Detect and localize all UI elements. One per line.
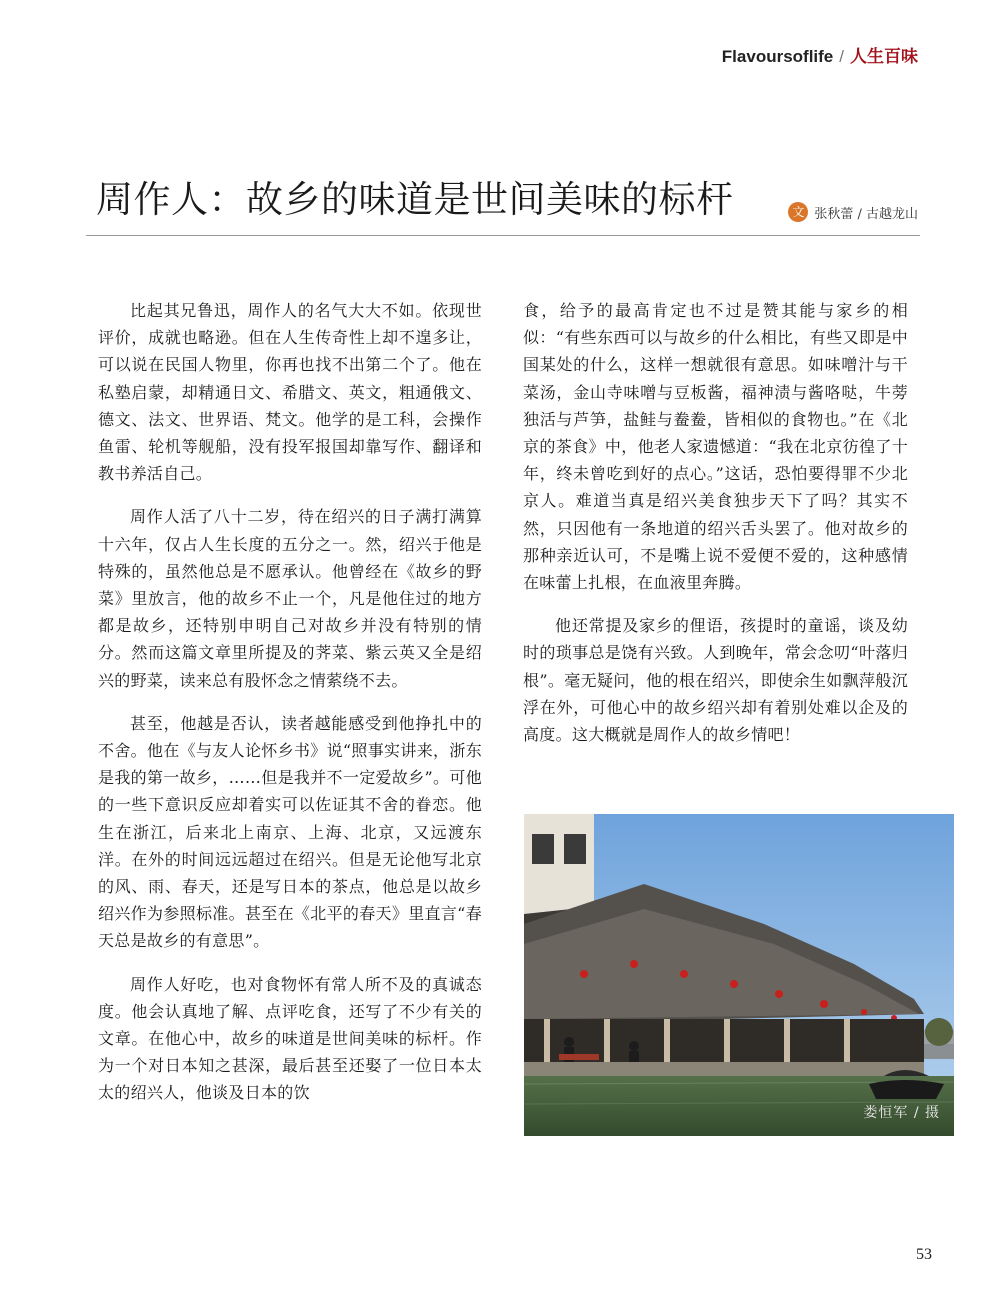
article-title: 周作人：故乡的味道是世间美味的标杆	[96, 178, 734, 221]
header-brand: Flavoursoflife	[721, 47, 834, 66]
author-badge-icon: 文	[788, 202, 808, 222]
water-town-illustration	[524, 814, 954, 1136]
paragraph-continued: 食，给予的最高肯定也不过是赞其能与家乡的相似：“有些东西可以与故乡的什么相比，有些又即是中国某处的什么，这样一想就很有意思。如味噌汁与干菜汤，金山寺味噌与豆板酱，福神渍与酱咯哒，牛蒡独活与芦笋，盐鲑与鲞鲞，皆相似的食物也。”在《北京的茶食》中，他老人家遗憾道：“我在北京彷徨了十年，终未曾吃到好的点心。”这话，恐怕要得罪不少北京人。难道当真是绍兴美食独步天下了吗？其实不然，只因他有一条地道的绍兴舌头罢了。他对故乡的那种亲近认可，不是嘴上说不爱便不爱的，这种感情在味蕾上扎根，在血液里奔腾。	[523, 301, 908, 593]
running-header	[722, 46, 918, 68]
page-number: 53	[916, 1246, 932, 1263]
paragraph: 甚至，他越是否认，读者越能感受到他挣扎中的不舍。他在《与友人论怀乡书》说“照事实讲来，浙东是我的第一故乡，……但是我并不一定爱故乡”。可他的一些下意识反应却着实可以佐证其不舍的眷恋。他生在浙江，后来北上南京、上海、北京，又远渡东洋。在外的时间远远超过在绍兴。但是无论他写北京的风、雨、春天，还是写日本的茶点，他总是以故乡绍兴作为参照标准。甚至在《北平的春天》里直言“春天总是故乡的有意思”。	[98, 713, 482, 951]
paragraph: 比起其兄鲁迅，周作人的名气大大不如。依现世评价，成就也略逊。但在人生传奇性上却不遑多让，可以说在民国人物里，你再也找不出第二个了。他在私塾启蒙，却精通日文、希腊文、英文，粗通俄文、德文、法文、世界语、梵文。他学的是工科，会操作鱼雷、轮机等舰船，没有投军报国却靠写作、翻译和教书养活自己。	[98, 301, 482, 484]
paragraph: 周作人好吃，也对食物怀有常人所不及的真诚态度。他会认真地了解、点评吃食，还写了不少有关的文章。在他心中，故乡的味道是世间美味的标杆。作为一个对日本知之甚深，最后甚至还娶了一位日本太太的绍兴人，他谈及日本的饮	[98, 974, 482, 1103]
title-rule	[86, 235, 920, 236]
paragraph: 他还常提及家乡的俚语，孩提时的童谣，谈及幼时的琐事总是饶有兴致。人到晚年，常会念叨“叶落归根”。毫无疑问，他的根在绍兴，即使余生如飘萍般沉浮在外，可他心中的故乡绍兴却有着别处难以企及的高度。这大概就是周作人的故乡情吧！	[523, 616, 908, 745]
water-town-photo	[524, 814, 954, 1136]
photo-credit: 娄恒军 / 摄	[863, 1105, 940, 1121]
paragraph: 周作人活了八十二岁，待在绍兴的日子满打满算十六年，仅占人生长度的五分之一。然，绍兴于他是特殊的，虽然他总是不愿承认。他曾经在《故乡的野菜》里放言，他的故乡不止一个，凡是他住过的地方都是故乡，还特别申明自己对故乡并没有特别的情分。然而这篇文章里所提及的荠菜、紫云英又全是绍兴的野菜，读来总有股怀念之情萦绕不去。	[98, 507, 482, 690]
byline	[788, 202, 918, 222]
header-section: 人生百味	[850, 47, 918, 67]
header-separator: /	[839, 47, 844, 66]
byline-text: 张秋蕾 / 古越龙山	[814, 206, 918, 222]
right-column	[523, 297, 908, 764]
left-column	[98, 297, 482, 1123]
title-block	[86, 168, 920, 236]
